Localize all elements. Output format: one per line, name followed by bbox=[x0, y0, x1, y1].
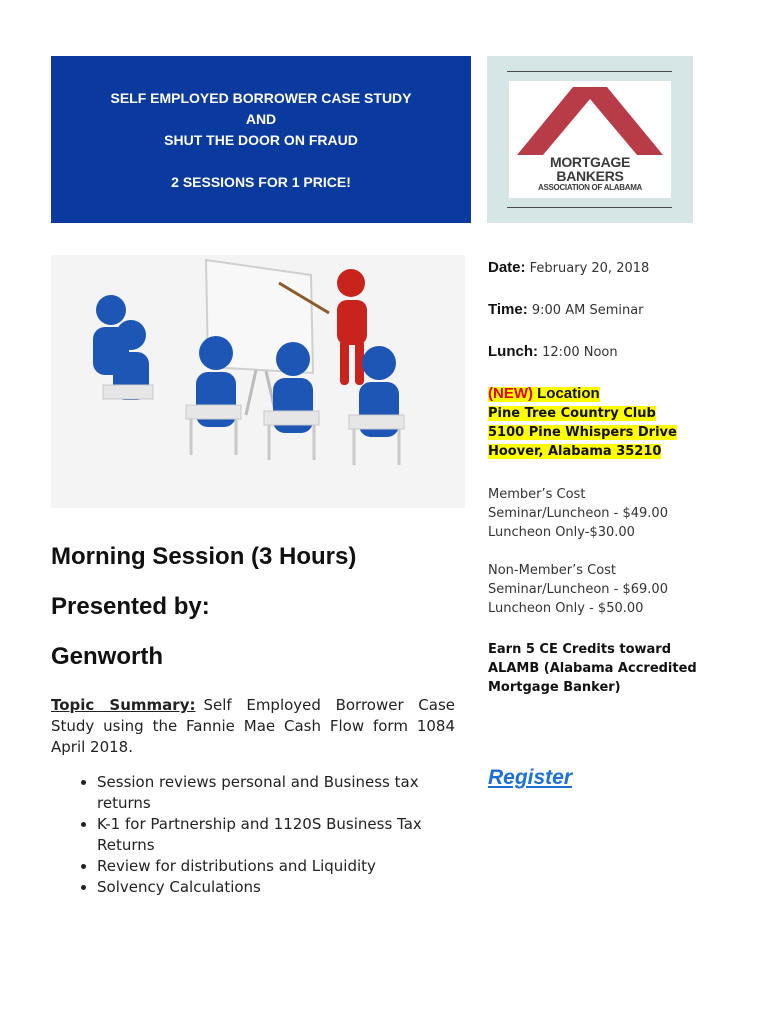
time-row bbox=[488, 300, 718, 320]
banner-line-3: SHUT THE DOOR ON FRAUD bbox=[164, 132, 358, 148]
member-seminar-price: Seminar/Luncheon - $49.00 bbox=[488, 506, 668, 521]
date-value: February 20, 2018 bbox=[529, 261, 650, 276]
nonmember-cost bbox=[488, 561, 718, 618]
date-label: Date: bbox=[488, 259, 526, 276]
mbaa-logo bbox=[487, 56, 693, 223]
seminar-illustration bbox=[51, 255, 465, 508]
address-line-3: Hoover, Alabama 35210 bbox=[488, 444, 662, 459]
time-label: Time: bbox=[488, 301, 528, 318]
event-info bbox=[488, 258, 718, 697]
address-line-1: Pine Tree Country Club bbox=[488, 406, 656, 421]
location-label: Location bbox=[537, 385, 600, 402]
list-item: • Review for distributions and Liquidity bbox=[97, 856, 455, 877]
register-link[interactable]: Register bbox=[488, 766, 573, 789]
logo-line-2: BANKERS bbox=[556, 168, 624, 184]
banner-line-1: SELF EMPLOYED BORROWER CASE STUDY bbox=[110, 90, 412, 106]
member-cost bbox=[488, 485, 718, 542]
lunch-value: 12:00 Noon bbox=[542, 345, 618, 360]
member-cost-title: Member’s Cost bbox=[488, 487, 586, 502]
nonmember-cost-title: Non-Member’s Cost bbox=[488, 563, 617, 578]
banner-line-2: AND bbox=[245, 111, 277, 127]
presenter-name: Genworth bbox=[51, 643, 163, 670]
topic-bullet-list bbox=[51, 772, 455, 898]
banner-line-4: 2 SESSIONS FOR 1 PRICE! bbox=[171, 174, 351, 190]
logo-line-3: ASSOCIATION OF ALABAMA bbox=[537, 183, 643, 192]
time-value: 9:00 AM Seminar bbox=[531, 303, 644, 318]
lunch-row bbox=[488, 342, 718, 362]
location-block bbox=[488, 384, 718, 461]
lunch-label: Lunch: bbox=[488, 343, 538, 360]
nonmember-seminar-price: Seminar/Luncheon - $69.00 bbox=[488, 582, 668, 597]
list-item: • Session reviews personal and Business tax returns bbox=[97, 772, 455, 814]
roof-icon bbox=[509, 81, 671, 161]
topic-summary-label: Topic Summary: bbox=[51, 696, 196, 714]
session-heading: Morning Session (3 Hours) bbox=[51, 543, 357, 570]
topic-summary-text: Self Employed Borrower Case Study using the Fannie Mae Cash Flow form 1084 April 2018. bbox=[51, 696, 456, 756]
date-row bbox=[488, 258, 718, 278]
list-item: • Solvency Calculations bbox=[97, 877, 455, 898]
presentation-image bbox=[51, 255, 465, 508]
session-details bbox=[51, 543, 455, 898]
presented-by-heading: Presented by: bbox=[51, 593, 210, 620]
ce-credits-note: Earn 5 CE Credits toward ALAMB (Alabama Accredited Mortgage Banker) bbox=[488, 642, 697, 695]
address-line-2: 5100 Pine Whispers Drive bbox=[488, 425, 677, 440]
event-title-banner bbox=[51, 56, 471, 223]
logo-line-1: MORTGAGE bbox=[549, 154, 631, 170]
nonmember-luncheon-price: Luncheon Only - $50.00 bbox=[488, 601, 644, 616]
list-item: • K-1 for Partnership and 1120S Business Tax Returns bbox=[97, 814, 455, 856]
topic-summary bbox=[51, 695, 455, 758]
new-tag: (NEW) bbox=[488, 385, 533, 402]
logo-card bbox=[509, 81, 671, 198]
member-luncheon-price: Luncheon Only-$30.00 bbox=[488, 525, 635, 540]
